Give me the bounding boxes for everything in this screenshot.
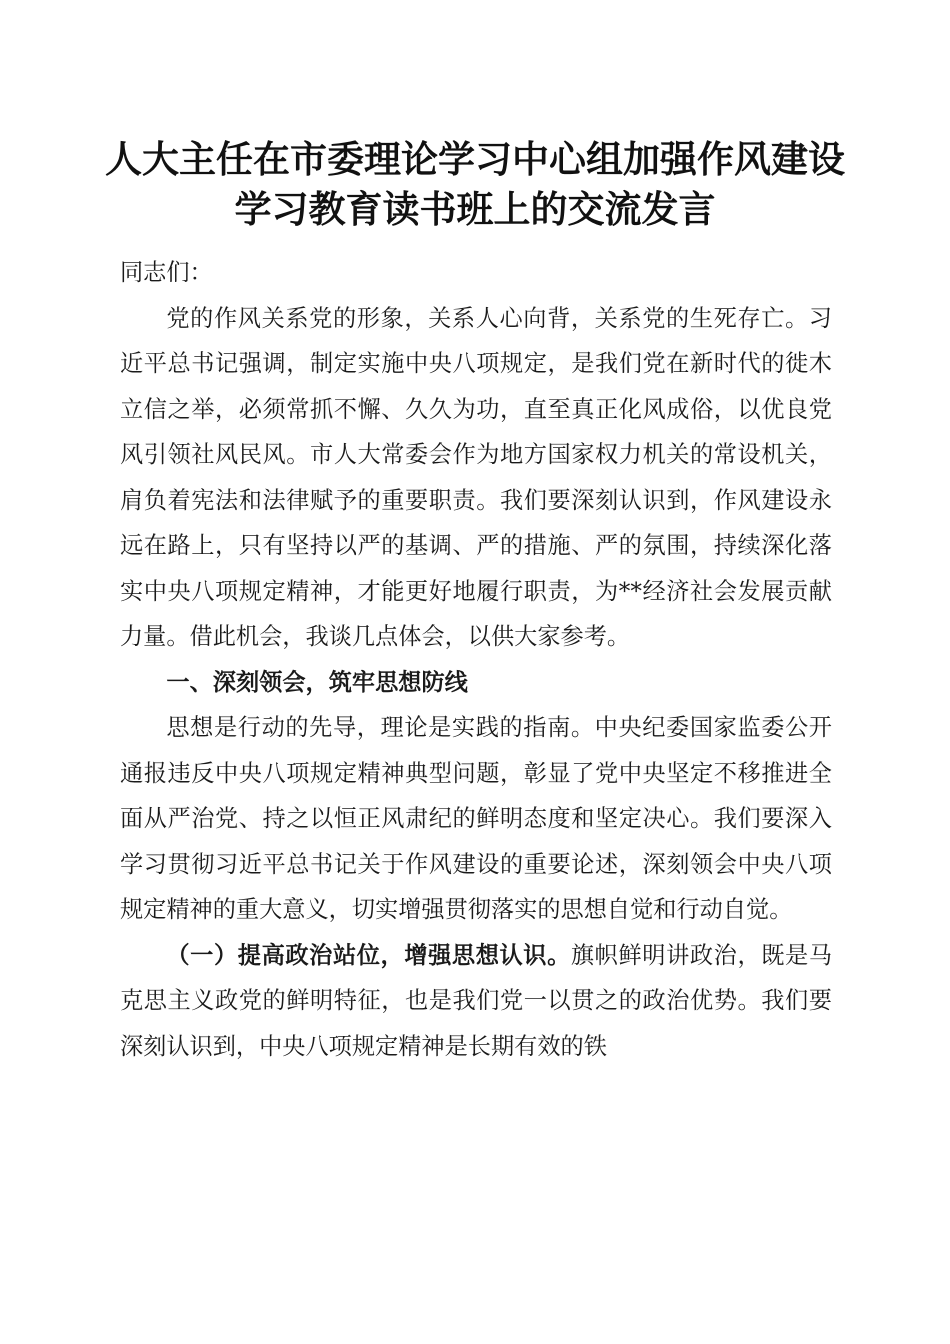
document-body — [120, 250, 832, 1069]
subsection-lead: （一）提高政治站位，增强思想认识。 — [166, 941, 571, 969]
paragraph-intro: 党的作风关系党的形象，关系人心向背，关系党的生死存亡。习近平总书记强调，制定实施中央八项规定，是我们党在新时代的徙木立信之举，必须常抓不懈、久久为功，直至真正化风成俗，以优良党风引领社风民风。市人大常委会作为地方国家权力机关的常设机关，肩负着宪法和法律赋予的重要职责。我们要深刻认识到，作风建设永远在路上，只有坚持以严的基调、严的措施、严的氛围，持续深化落实中央八项规定精神，才能更好地履行职责，为**经济社会发展贡献力量。借此机会，我谈几点体会，以供大家参考。 — [120, 304, 832, 650]
subsection-text: 旗帜鲜明讲政治，既是马克思主义政党的鲜明特征，也是我们党一以贯之的政治优势。我们要深刻认识到，中央八项规定精神是长期有效的铁 — [120, 941, 833, 1060]
document-title-line-1: 人大主任在市委理论学习中心组加强作风建设 — [105, 137, 845, 181]
document-title-line-2: 学习教育读书班上的交流发言 — [234, 187, 716, 231]
paragraph-subsection-1 — [120, 933, 832, 1070]
section-heading-1: 一、深刻领会，筑牢思想防线 — [166, 668, 468, 696]
paragraph-section-1: 思想是行动的先导，理论是实践的指南。中央纪委国家监委公开通报违反中央八项规定精神典型问题，彰显了党中央坚定不移推进全面从严治党、持之以恒正风肃纪的鲜明态度和坚定决心。我们要深入学习贯彻习近平总书记关于作风建设的重要论述，深刻领会中央八项规定精神的重大意义，切实增强贯彻落实的思想自觉和行动自觉。 — [120, 714, 832, 923]
salutation: 同志们： — [120, 259, 213, 286]
